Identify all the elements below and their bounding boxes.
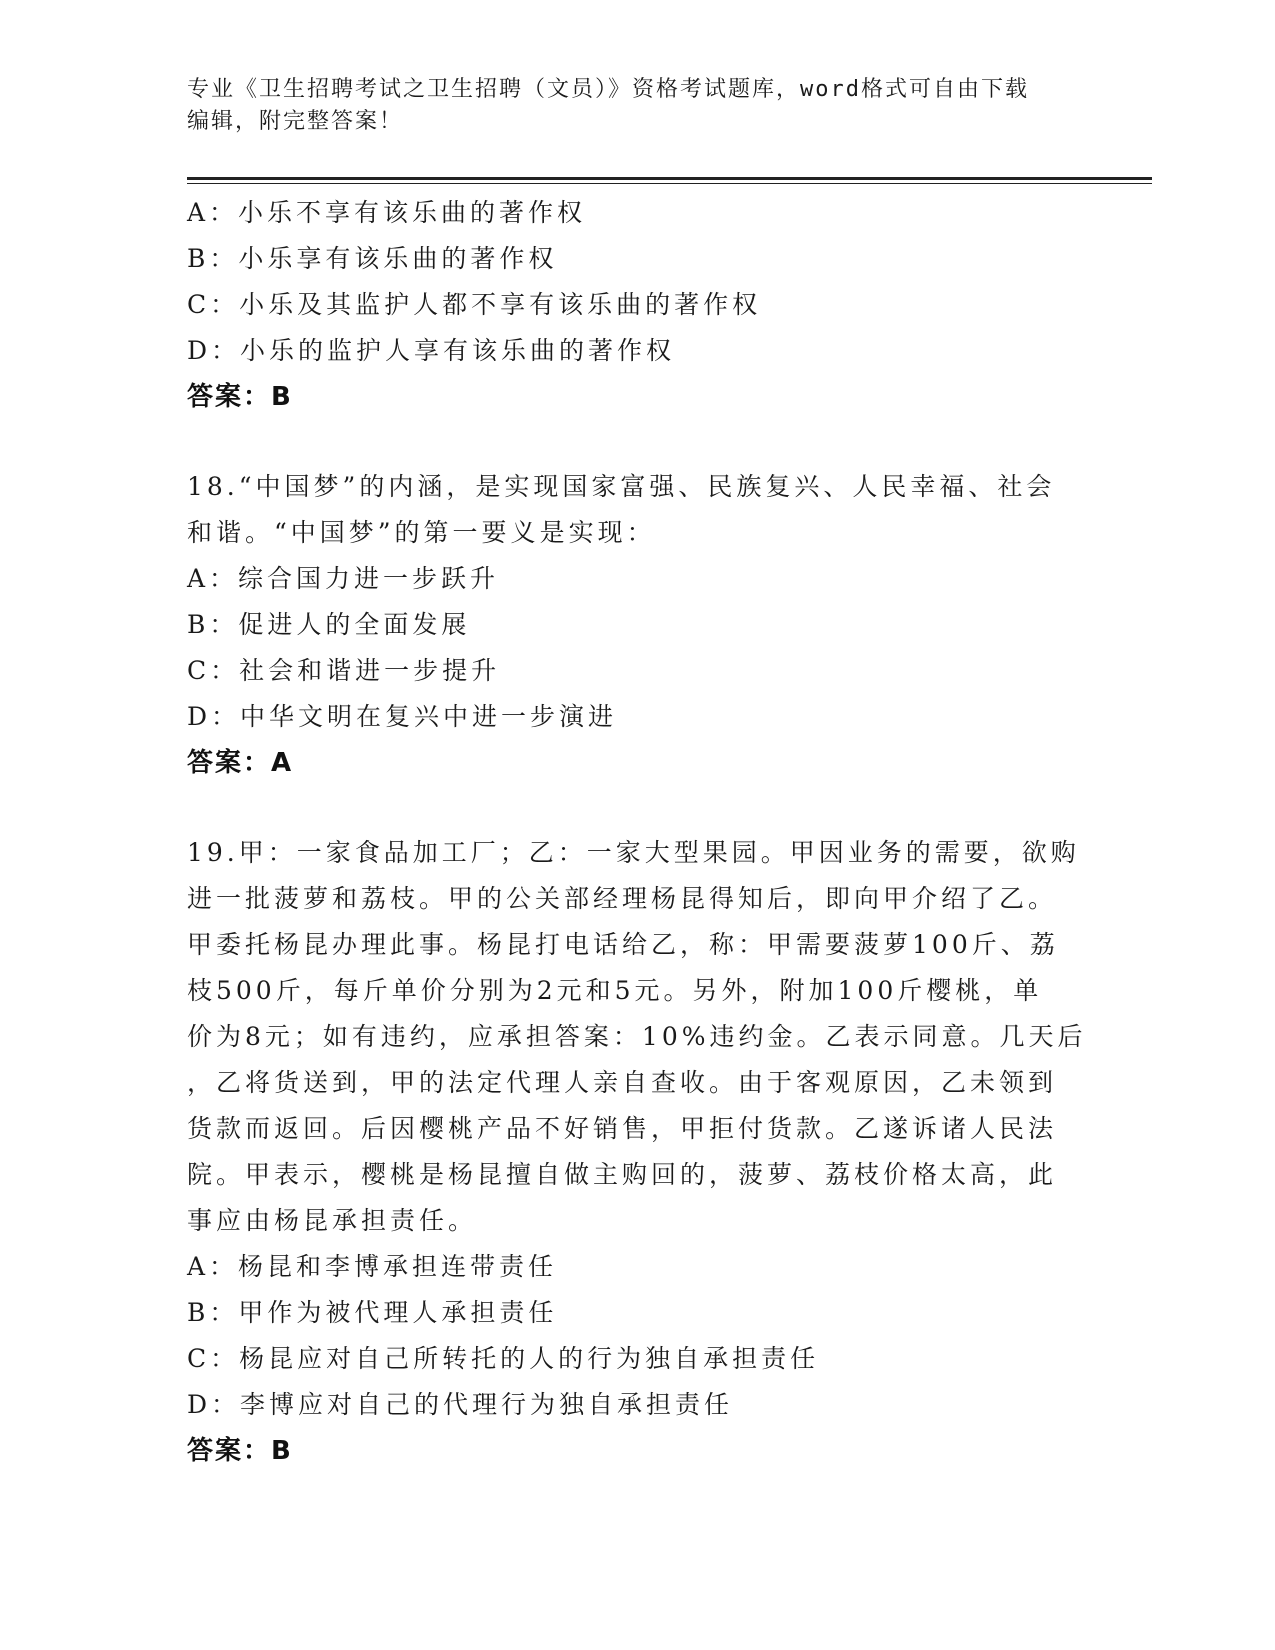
option-d: D：中华文明在复兴中进一步演进 xyxy=(187,702,618,731)
stem-line: 进一批菠萝和荔枝。甲的公关部经理杨昆得知后，即向甲介绍了乙。 xyxy=(187,884,1058,913)
option-d: D：小乐的监护人享有该乐曲的著作权 xyxy=(187,336,676,365)
stem-line: 甲委托杨昆办理此事。杨昆打电话给乙，称：甲需要菠萝100斤、荔 xyxy=(187,930,1059,959)
header-rule-thick xyxy=(187,177,1152,180)
spacer xyxy=(187,420,1087,464)
stem-line: 和谐。“中国梦”的第一要义是实现： xyxy=(187,518,656,547)
question-19 xyxy=(187,830,1087,1474)
question-content xyxy=(187,190,1087,1474)
question-18 xyxy=(187,464,1087,786)
stem-line: ，乙将货送到，甲的法定代理人亲自查收。由于客观原因，乙未领到 xyxy=(187,1068,1058,1097)
stem-line: 价为8元；如有违约，应承担答案：10%违约金。乙表示同意。几天后 xyxy=(187,1022,1087,1051)
option-c: C：社会和谐进一步提升 xyxy=(187,656,501,685)
option-a: A：小乐不享有该乐曲的著作权 xyxy=(187,198,587,227)
header-rule-thin xyxy=(187,183,1152,184)
spacer xyxy=(187,786,1087,830)
option-b: B：小乐享有该乐曲的著作权 xyxy=(187,244,558,273)
answer: 答案：B xyxy=(187,382,293,412)
question-17 xyxy=(187,190,1087,420)
option-a: A：综合国力进一步跃升 xyxy=(187,564,500,593)
question-stem xyxy=(187,464,1087,556)
stem-line: 19.甲：一家食品加工厂；乙：一家大型果园。甲因业务的需要，欲购 xyxy=(187,838,1080,867)
stem-line: 事应由杨昆承担责任。 xyxy=(187,1206,478,1235)
option-c: C：小乐及其监护人都不享有该乐曲的著作权 xyxy=(187,290,762,319)
stem-line: 18.“中国梦”的内涵，是实现国家富强、民族复兴、人民幸福、社会 xyxy=(187,472,1056,501)
answer: 答案：A xyxy=(187,748,294,778)
stem-line: 枝500斤，每斤单价分别为2元和5元。另外，附加100斤樱桃，单 xyxy=(187,976,1043,1005)
header-line-2: 编辑，附完整答案！ xyxy=(187,109,404,134)
option-b: B：促进人的全面发展 xyxy=(187,610,471,639)
option-c: C：杨昆应对自己所转托的人的行为独自承担责任 xyxy=(187,1344,820,1373)
stem-line: 院。甲表示，樱桃是杨昆擅自做主购回的，菠萝、荔枝价格太高，此 xyxy=(187,1160,1058,1189)
option-d: D：李博应对自己的代理行为独自承担责任 xyxy=(187,1390,734,1419)
document-header xyxy=(187,74,1067,138)
option-a: A：杨昆和李博承担连带责任 xyxy=(187,1252,558,1281)
answer: 答案：B xyxy=(187,1436,293,1466)
header-line-1: 专业《卫生招聘考试之卫生招聘（文员）》资格考试题库，word格式可自由下载 xyxy=(187,77,1029,102)
option-b: B：甲作为被代理人承担责任 xyxy=(187,1298,558,1327)
stem-line: 货款而返回。后因樱桃产品不好销售，甲拒付货款。乙遂诉诸人民法 xyxy=(187,1114,1058,1143)
question-stem xyxy=(187,830,1087,1244)
